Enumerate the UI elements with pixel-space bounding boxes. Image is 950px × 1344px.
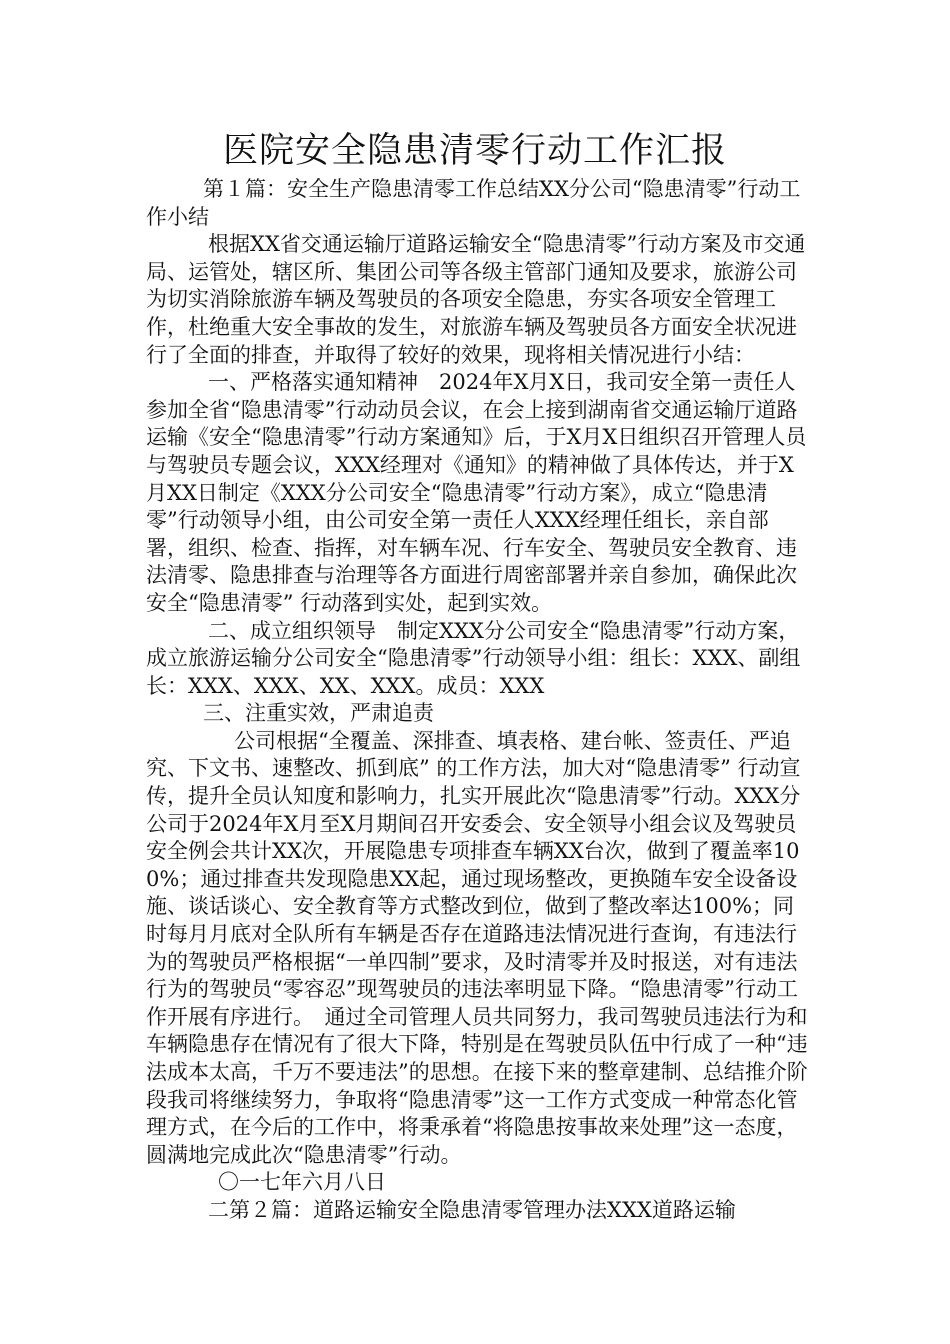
section-three-heading: 三、注重实效，严肃追责 <box>203 701 434 726</box>
intro-paragraph: 根据XX省交通运输厅道路运输安全“隐患清零”行动方案及市交通局、运管处，辖区所、集团公司等各级主管部门通知及要求，旅游公司为切实消除旅游车辆及驾驶员的各项安全隐患，夯实各项安全管理工作，杜绝重大安全事故的发生，对旅游车辆及驾驶员各方面安全状况进行了全面的排查，并取得了较好的效果，现将相关情况进行小结： <box>146 232 806 367</box>
section-two-paragraph: 二、成立组织领导 制定XXX分公司安全“隐患清零”行动方案，成立旅游运输分公司安全“隐患清零”行动领导小组：组长：XXX、副组长：XXX、XXX、XX、XXX。成员：XXX <box>146 618 801 698</box>
next-chapter-heading: 二第２篇：道路运输安全隐患清零管理办法XXX道路运输 <box>208 1197 736 1222</box>
section-three-paragraph: 公司根据“全覆盖、深排查、填表格、建台帐、签责任、严追究、下文书、速整改、抓到底” 的工作方法，加大对“隐患清零” 行动宣传，提升全员认知度和影响力，扎实开展此次“隐患清零”行动。XXX分公司于2024年X月至X月期间召开安委会、安全领导小组会议及驾驶员安全例会共计XX次，开展隐患专项排查车辆XX台次，做到了覆盖率100%；通过排查共发现隐患XX起，通过现场整改，更换随车安全设备设施、谈话谈心、安全教育等方式整改到位，做到了整改率达100%；同时每月月底对全队所有车辆是否存在道路违法情况进行查询，有违法行为的驾驶员严格根据“一单四制”要求，及时清零并及时报送，对有违法行为的驾驶员“零容忍”现驾驶员的违法率明显下降。“隐患清零”行动工作开展有序进行。 通过全司管理人员共同努力，我司驾驶员违法行为和车辆隐患存在情况有了很大下降，特别是在驾驶员队伍中行成了一种“违法成本太高，千万不要违法”的思想。在接下来的整章建制、总结推介阶段我司将继续努力，争取将“隐患清零”这一工作方式变成一种常态化管理方式，在今后的工作中，将秉承着“将隐患按事故来处理”这一态度，圆满地完成此次“隐患清零”行动。 <box>146 728 808 1167</box>
document-body <box>146 176 810 1225</box>
section-one-paragraph: 一、严格落实通知精神 2024年X月X日，我司安全第一责任人参加全省“隐患清零”行动动员会议，在会上接到湖南省交通运输厅道路运输《安全“隐患清零”行动方案通知》后，于X月X日组织召开管理人员与驾驶员专题会议，XXX经理对《通知》的精神做了具体传达，并于X月XX日制定《XXX分公司安全“隐患清零”行动方案》，成立“隐患清零”行动领导小组，由公司安全第一责任人XXX经理任组长，亲自部署，组织、检查、指挥，对车辆车况、行车安全、驾驶员安全教育、违法清零、隐患排查与治理等各方面进行周密部署并亲自参加，确保此次安全“隐患清零” 行动落到实处，起到实效。 <box>146 370 807 615</box>
document-title: 医院安全隐患清零行动工作汇报 <box>222 131 727 171</box>
date-line: 〇一七年六月八日 <box>218 1170 386 1195</box>
chapter-heading: 第１篇：安全生产隐患清零工作总结XX分公司“隐患清零”行动工作小结 <box>146 177 801 229</box>
